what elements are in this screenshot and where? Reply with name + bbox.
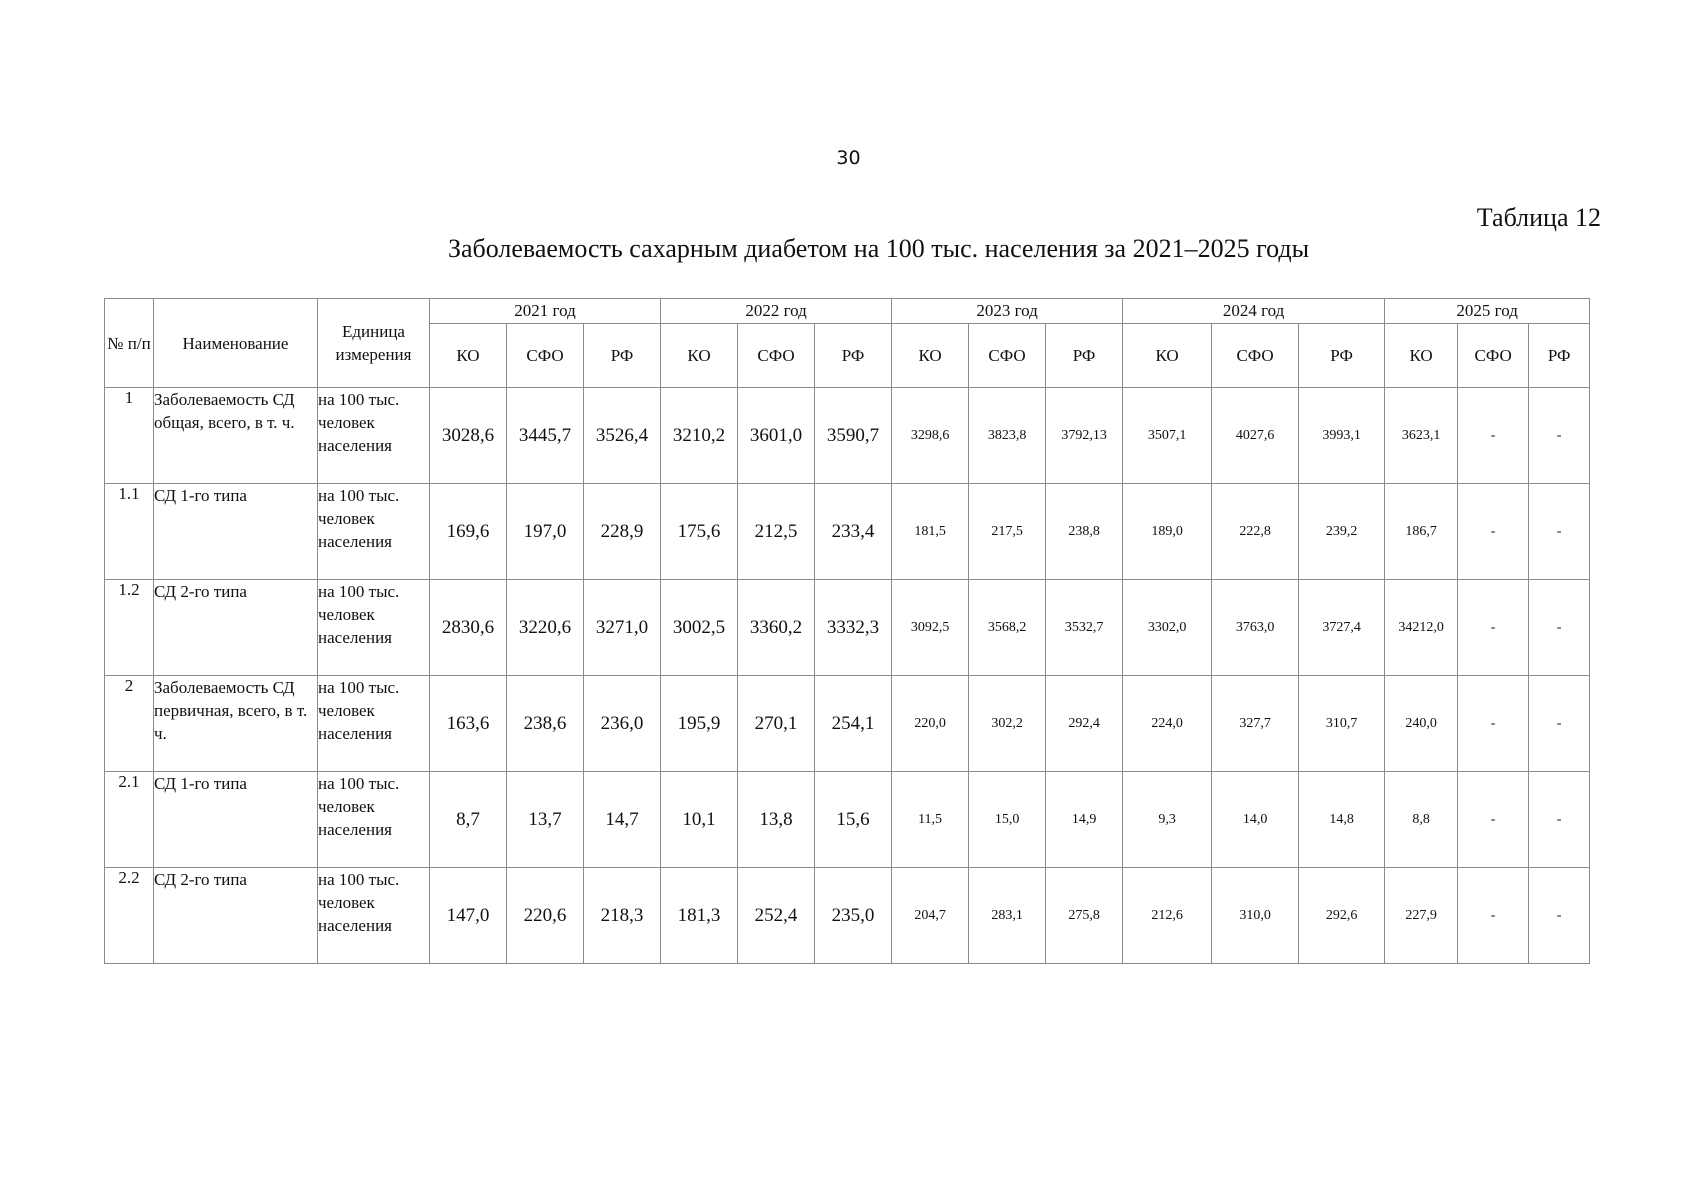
value-cell: 147,0 [430, 868, 507, 964]
value-cell: 13,8 [738, 772, 815, 868]
value-cell: 189,0 [1123, 484, 1212, 580]
value-cell: 11,5 [892, 772, 969, 868]
value-cell: 34212,0 [1385, 580, 1458, 676]
value-cell: 212,5 [738, 484, 815, 580]
header-region: СФО [969, 324, 1046, 388]
value-cell: 3763,0 [1212, 580, 1299, 676]
table-header [105, 299, 1590, 388]
value-cell: 181,3 [661, 868, 738, 964]
header-region: СФО [507, 324, 584, 388]
header-region: КО [1385, 324, 1458, 388]
header-unit: Единица измерения [318, 299, 430, 388]
value-cell: 236,0 [584, 676, 661, 772]
value-cell: 3220,6 [507, 580, 584, 676]
value-cell: 9,3 [1123, 772, 1212, 868]
value-cell: 3092,5 [892, 580, 969, 676]
row-number: 1.1 [105, 484, 154, 580]
value-cell: - [1529, 676, 1590, 772]
header-region: СФО [1458, 324, 1529, 388]
value-cell: 195,9 [661, 676, 738, 772]
value-cell: 238,8 [1046, 484, 1123, 580]
header-region: РФ [815, 324, 892, 388]
row-name: СД 1-го типа [154, 484, 318, 580]
value-cell: 235,0 [815, 868, 892, 964]
value-cell: 175,6 [661, 484, 738, 580]
value-cell: 14,0 [1212, 772, 1299, 868]
value-cell: 14,8 [1299, 772, 1385, 868]
value-cell: 3568,2 [969, 580, 1046, 676]
value-cell: 227,9 [1385, 868, 1458, 964]
header-region: КО [892, 324, 969, 388]
row-number: 1.2 [105, 580, 154, 676]
value-cell: 292,4 [1046, 676, 1123, 772]
value-cell: 181,5 [892, 484, 969, 580]
header-region: РФ [1046, 324, 1123, 388]
header-year: 2021 год [430, 299, 661, 324]
value-cell: 2830,6 [430, 580, 507, 676]
table-row [105, 772, 1590, 868]
value-cell: 3590,7 [815, 388, 892, 484]
header-year: 2023 год [892, 299, 1123, 324]
header-region: КО [1123, 324, 1212, 388]
value-cell: 8,7 [430, 772, 507, 868]
table-title: Заболеваемость сахарным диабетом на 100 тыс. населения за 2021–2025 годы [447, 234, 1310, 263]
value-cell: 3526,4 [584, 388, 661, 484]
value-cell: - [1458, 388, 1529, 484]
value-cell: 3532,7 [1046, 580, 1123, 676]
table-row [105, 676, 1590, 772]
header-name: Наименование [154, 299, 318, 388]
header-region: СФО [1212, 324, 1299, 388]
row-unit: на 100 тыс. человек населения [318, 388, 430, 484]
value-cell: 3623,1 [1385, 388, 1458, 484]
value-cell: - [1529, 580, 1590, 676]
table-body [105, 388, 1590, 964]
value-cell: 14,7 [584, 772, 661, 868]
header-region: СФО [738, 324, 815, 388]
header-region: РФ [584, 324, 661, 388]
value-cell: 3271,0 [584, 580, 661, 676]
value-cell: 220,6 [507, 868, 584, 964]
row-unit: на 100 тыс. человек населения [318, 580, 430, 676]
row-number: 1 [105, 388, 154, 484]
value-cell: 218,3 [584, 868, 661, 964]
value-cell: 222,8 [1212, 484, 1299, 580]
table-row [105, 580, 1590, 676]
value-cell: 254,1 [815, 676, 892, 772]
value-cell: 3507,1 [1123, 388, 1212, 484]
row-unit: на 100 тыс. человек населения [318, 772, 430, 868]
header-region: РФ [1529, 324, 1590, 388]
value-cell: - [1458, 868, 1529, 964]
value-cell: 13,7 [507, 772, 584, 868]
value-cell: 3445,7 [507, 388, 584, 484]
table-row [105, 484, 1590, 580]
value-cell: 310,7 [1299, 676, 1385, 772]
value-cell: 204,7 [892, 868, 969, 964]
value-cell: 302,2 [969, 676, 1046, 772]
value-cell: 169,6 [430, 484, 507, 580]
header-region: КО [661, 324, 738, 388]
value-cell: 3210,2 [661, 388, 738, 484]
value-cell: - [1458, 676, 1529, 772]
value-cell: 3002,5 [661, 580, 738, 676]
value-cell: 233,4 [815, 484, 892, 580]
row-name: Заболеваемость СД общая, всего, в т. ч. [154, 388, 318, 484]
value-cell: - [1458, 772, 1529, 868]
value-cell: 15,6 [815, 772, 892, 868]
value-cell: 228,9 [584, 484, 661, 580]
value-cell: 310,0 [1212, 868, 1299, 964]
value-cell: - [1458, 484, 1529, 580]
value-cell: - [1529, 868, 1590, 964]
header-region: КО [430, 324, 507, 388]
value-cell: - [1529, 772, 1590, 868]
value-cell: 3298,6 [892, 388, 969, 484]
header-region: РФ [1299, 324, 1385, 388]
row-number: 2 [105, 676, 154, 772]
row-name: СД 2-го типа [154, 580, 318, 676]
morbidity-table [104, 298, 1590, 964]
value-cell: 3727,4 [1299, 580, 1385, 676]
value-cell: 3028,6 [430, 388, 507, 484]
value-cell: 163,6 [430, 676, 507, 772]
header-year: 2022 год [661, 299, 892, 324]
header-year: 2024 год [1123, 299, 1385, 324]
value-cell: - [1529, 388, 1590, 484]
value-cell: 283,1 [969, 868, 1046, 964]
table-row [105, 388, 1590, 484]
header-row-years [105, 299, 1590, 324]
value-cell: 292,6 [1299, 868, 1385, 964]
value-cell: 197,0 [507, 484, 584, 580]
value-cell: 238,6 [507, 676, 584, 772]
value-cell: 4027,6 [1212, 388, 1299, 484]
value-cell: 3792,13 [1046, 388, 1123, 484]
value-cell: 8,8 [1385, 772, 1458, 868]
row-name: Заболеваемость СД первичная, всего, в т. ч. [154, 676, 318, 772]
value-cell: - [1529, 484, 1590, 580]
value-cell: 15,0 [969, 772, 1046, 868]
row-number: 2.2 [105, 868, 154, 964]
value-cell: 252,4 [738, 868, 815, 964]
row-name: СД 2-го типа [154, 868, 318, 964]
value-cell: 3332,3 [815, 580, 892, 676]
value-cell: 3302,0 [1123, 580, 1212, 676]
table-row [105, 868, 1590, 964]
value-cell: 240,0 [1385, 676, 1458, 772]
value-cell: 3601,0 [738, 388, 815, 484]
table-label: Таблица 12 [1476, 203, 1601, 232]
header-year: 2025 год [1385, 299, 1590, 324]
row-name: СД 1-го типа [154, 772, 318, 868]
value-cell: 14,9 [1046, 772, 1123, 868]
value-cell: 3993,1 [1299, 388, 1385, 484]
value-cell: 212,6 [1123, 868, 1212, 964]
value-cell: 327,7 [1212, 676, 1299, 772]
page-number: 30 [836, 147, 861, 169]
value-cell: 3823,8 [969, 388, 1046, 484]
value-cell: 220,0 [892, 676, 969, 772]
value-cell: 275,8 [1046, 868, 1123, 964]
row-unit: на 100 тыс. человек населения [318, 868, 430, 964]
value-cell: 186,7 [1385, 484, 1458, 580]
row-number: 2.1 [105, 772, 154, 868]
value-cell: 10,1 [661, 772, 738, 868]
row-unit: на 100 тыс. человек населения [318, 484, 430, 580]
value-cell: 270,1 [738, 676, 815, 772]
value-cell: 217,5 [969, 484, 1046, 580]
value-cell: - [1458, 580, 1529, 676]
value-cell: 224,0 [1123, 676, 1212, 772]
value-cell: 3360,2 [738, 580, 815, 676]
header-num: № п/п [105, 299, 154, 388]
value-cell: 239,2 [1299, 484, 1385, 580]
row-unit: на 100 тыс. человек населения [318, 676, 430, 772]
